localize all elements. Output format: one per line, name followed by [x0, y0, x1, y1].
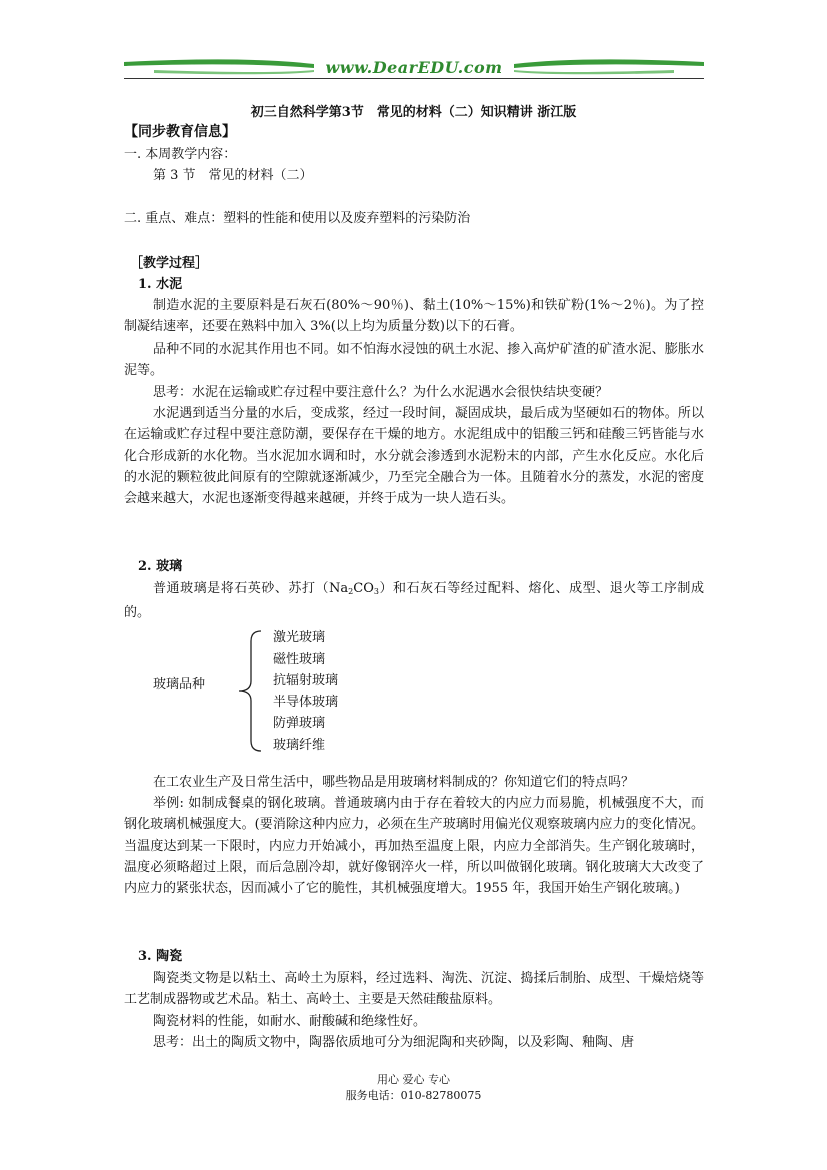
glass-variety-item: 抗辐射玻璃: [273, 673, 339, 689]
glass-variety-item: 半导体玻璃: [273, 694, 339, 710]
week-content-label: 一. 本周教学内容：: [124, 147, 237, 162]
document-title: 初三自然科学第3节 常见的材料（二）知识精讲 浙江版: [250, 105, 577, 120]
glass-variety-item: 磁性玻璃: [273, 651, 326, 667]
teaching-process-heading: ［教学过程］: [130, 256, 209, 271]
ceramics-question: 思考：出土的陶质文物中，陶器依质地可分为细泥陶和夹砂陶，以及彩陶、釉陶、唐: [153, 1035, 635, 1050]
footer-slogan: 用心 爱心 专心: [377, 1073, 450, 1086]
ceramics-paragraph-1: 陶瓷类文物是以粘土、高岭土为原料，经过选料、淘洗、沉淀、捣揉后制胎、成型、干燥焙烧等工艺制成器物或艺术品。粘土、高岭土、主要是天然硅酸盐原料。: [124, 971, 704, 1008]
glass-paragraph-1: 普通玻璃是将石英砂、苏打（Na2CO3）和石灰石等经过配料、熔化、成型、退火等工序制成的。: [124, 581, 704, 621]
site-url: www.DearEDU.com: [325, 58, 503, 77]
cement-heading: 1. 水泥: [138, 277, 183, 292]
header-rule: [124, 78, 704, 79]
left-brace-graphic: [233, 629, 263, 753]
cement-question: 思考：水泥在运输或贮存过程中要注意什么？为什么水泥遇水会很快结块变硬？: [153, 385, 609, 400]
cement-paragraph-3: 水泥遇到适当分量的水后，变成浆，经过一段时间，凝固成块，最后成为坚硬如石的物体。所以在运输或贮存过程中要注意防潮，要保存在干燥的地方。水泥组成中的铝酸三钙和硅酸三钙皆能与水化合形成新的水化物。当水泥加水调和时，水分就会渗透到水泥粉末的内部，产生水化反应。水化后的水泥的颗粒彼此间原有的空隙就逐渐减少，乃至完全融合为一体。且随着水分的蒸发，水泥的密度会越来越大，水泥也逐渐变得越来越硬，并终于成为一块人造石头。: [124, 406, 704, 507]
header-banner: [124, 52, 704, 88]
cement-paragraph-2: 品种不同的水泥其作用也不同。如不怕海水浸蚀的矾土水泥、掺入高炉矿渣的矿渣水泥、膨胀水泥等。: [124, 342, 704, 379]
glass-varieties-list: [273, 627, 338, 757]
glass-paragraph-2: 举例: 如制成餐桌的钢化玻璃。普通玻璃内由于存在着较大的内应力而易脆，机械强度不大，而钢化玻璃机械强度大。(要消除这种内应力，必须在生产玻璃时用偏光仪观察玻璃内应力的变化情况。当温度达到某一下限时，内应力开始减小，再加热至温度上限，内应力全部消失。生产钢化玻璃时，温度必须略超过上限，而后急剧冷却，就好像钢淬火一样，所以叫做钢化玻璃。钢化玻璃大大改变了内应力的紧张状态，因而减小了它的脆性，其机械强度增大。1955 年，我国开始生产钢化玻璃。): [124, 796, 704, 897]
key-points: 二. 重点、难点：塑料的性能和使用以及废弃塑料的污染防治: [124, 211, 471, 226]
cement-paragraph-1: 制造水泥的主要原料是石灰石(80%～90％)、黏土(10%～15%)和铁矿粉(1%～2％)。为了控制凝结速率，还要在熟料中加入 3%(以上均为质量分数)以下的石膏。: [124, 298, 704, 335]
glass-variety-item: 玻璃纤维: [273, 737, 326, 753]
sync-info-heading: 【同步教育信息】: [124, 124, 236, 140]
glass-heading: 2. 玻璃: [138, 559, 183, 574]
footer-service-phone: 服务电话：010-82780075: [345, 1089, 482, 1102]
glass-question: 在工农业生产及日常生活中，哪些物品是用玻璃材料制成的？你知道它们的特点吗？: [153, 775, 635, 790]
glass-variety-item: 防弹玻璃: [273, 716, 326, 732]
glass-varieties-label: 玻璃品种: [153, 677, 206, 692]
week-content-item: 第 3 节 常见的材料（二）: [153, 168, 313, 183]
glass-variety-item: 激光玻璃: [273, 630, 326, 645]
ceramics-heading: 3. 陶瓷: [138, 949, 183, 964]
ceramics-paragraph-2: 陶瓷材料的性能，如耐水、耐酸碱和绝缘性好。: [153, 1014, 427, 1029]
